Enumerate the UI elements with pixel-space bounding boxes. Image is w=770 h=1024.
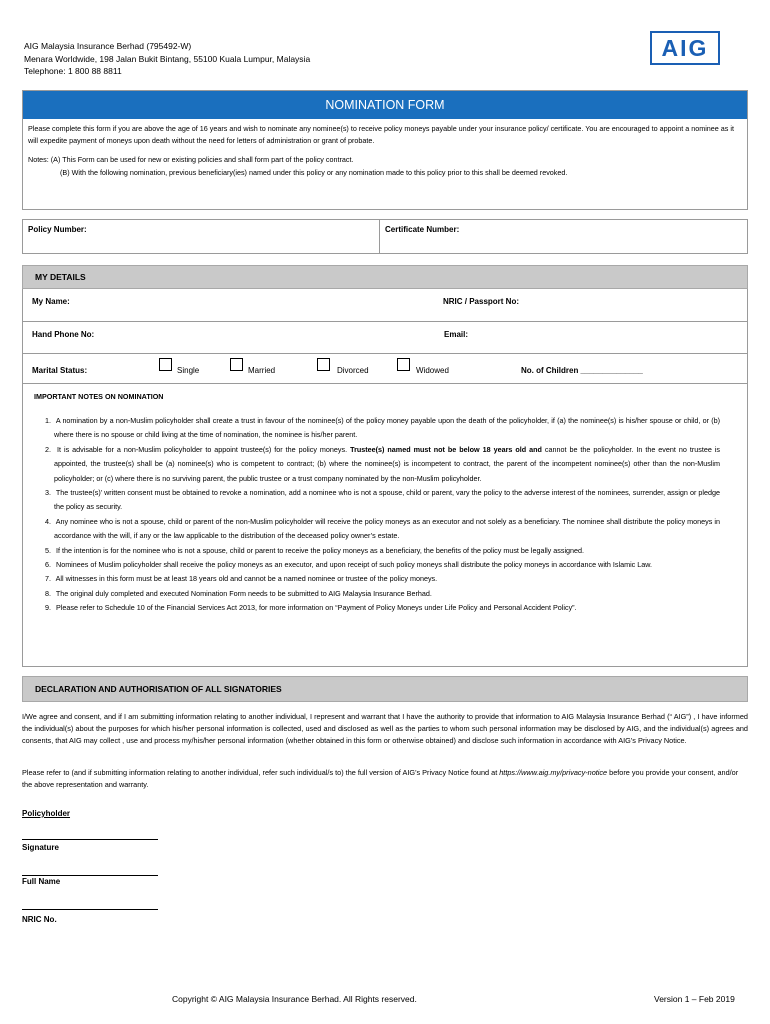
marital-status-row bbox=[22, 354, 748, 384]
my-name-label: My Name: bbox=[32, 297, 70, 306]
form-intro-box bbox=[22, 90, 748, 210]
married-checkbox[interactable] bbox=[230, 358, 243, 371]
name-row[interactable] bbox=[22, 289, 748, 322]
declaration-text: I/We agree and consent, and if I am submitting information relating to another individual, I represent and warrant that I have the authority to provide that information to AIG Malaysia Insurance Berhad (“ AIG”) , I have informed the individual(s) about the purposes for which his/her personal information is collected, used and disclosed as well as the parties to whom such personal information may be disclosed by AIG, and the individual(s) agrees and consents, that AIG may collect , use and process my/his/her personal information (whether obtained in this form or otherwise obtained) and disclose such information in accordance with AIG’s Privacy Notice. bbox=[22, 712, 748, 746]
marital-status-label: Marital Status: bbox=[32, 366, 88, 375]
email-label: Email: bbox=[444, 330, 469, 339]
list-item: 7. All witnesses in this form must be at least 18 years old and cannot be a named nominee or trustee of the policy moneys. bbox=[45, 574, 438, 584]
contact-row[interactable] bbox=[22, 322, 748, 354]
list-item: 8. The original duly completed and executed Nomination Form needs to be submitted to AIG Malaysia Insurance Berhad. bbox=[45, 588, 432, 598]
policyholder-heading: Policyholder bbox=[22, 809, 71, 818]
list-item: 4. Any nominee who is not a spouse, child or parent of the non-Muslim policyholder will receive the policy moneys as an executor and not solely as a beneficiary. The nominee shall distribute the policy moneys in accordance with the will, if any or the law applicable to the distribution of the deceased policy owner’s estate. bbox=[45, 516, 720, 541]
footer-version: Version 1 – Feb 2019 bbox=[654, 994, 735, 1004]
list-item: 3. The trustee(s)’ written consent must be obtained to revoke a nomination, add a nominee who is not a spouse, child or parent, vary the policy to the adverse interest of the nominees, surrender, assign or pledge the policy as security. bbox=[45, 488, 720, 512]
divorced-checkbox[interactable] bbox=[317, 358, 330, 371]
company-name: AIG Malaysia Insurance Berhad (795492-W) bbox=[24, 41, 192, 51]
single-option-label: Single bbox=[177, 366, 200, 375]
signature-line[interactable] bbox=[22, 839, 158, 840]
signature-label: Signature bbox=[22, 843, 59, 852]
full-name-label: Full Name bbox=[22, 877, 61, 886]
note-b: (B) With the following nomination, previous beneficiary(ies) named under this policy or any nomination made to this policy prior to this shall be deemed revoked. bbox=[60, 167, 568, 177]
important-notes-list bbox=[35, 414, 720, 616]
nric-line[interactable] bbox=[22, 909, 158, 910]
certificate-number-label: Certificate Number: bbox=[385, 225, 460, 234]
form-title: NOMINATION FORM bbox=[23, 91, 747, 119]
list-item: 5. If the intention is for the nominee who is not a spouse, child or parent to receive the policy moneys as a beneficiary, the benefits of the policy must be legally assigned. bbox=[45, 545, 585, 555]
company-street: Menara Worldwide, 198 Jalan Bukit Bintang, 55100 Kuala Lumpur, Malaysia bbox=[24, 53, 311, 64]
number-of-children-field[interactable]: No. of Children ______________ bbox=[521, 366, 643, 375]
policy-number-label: Policy Number: bbox=[28, 225, 87, 234]
single-checkbox[interactable] bbox=[159, 358, 172, 371]
policy-number-box bbox=[22, 219, 748, 254]
privacy-notice-text: Please refer to (and if submitting information relating to another individual, refer such individual/s to) the full version of AIG’s Privacy Notice found at https://www.aig.my/privacy-notice before you provide your consent, and/or the above representation and warranty. bbox=[22, 768, 739, 790]
nric-passport-label: NRIC / Passport No: bbox=[443, 297, 520, 306]
list-item: 2. It is advisable for a non-Muslim policyholder to appoint trustee(s) for the policy moneys. Trustee(s) named must not be below 18 years old and cannot be the policyholder. In the event no trustee is appointed, the trustee(s) shall be (a) nominee(s) who is competent to contract; (b) where the nominee(s) is incompetent to contract, the parent of the incompetent nominee(s) other than the non-Muslim policyholder; or (c) where there is no surviving parent, the public trustee or a trust company nominated by the non-Muslim policyholder. bbox=[45, 444, 721, 483]
footer-copyright: Copyright © AIG Malaysia Insurance Berhad. All Rights reserved. bbox=[172, 994, 417, 1004]
important-notes-heading: IMPORTANT NOTES ON NOMINATION bbox=[34, 392, 164, 401]
widowed-checkbox[interactable] bbox=[397, 358, 410, 371]
list-item: 9. Please refer to Schedule 10 of the Financial Services Act 2013, for more information on “Payment of Policy Moneys under Life Policy and Personal Accident Policy”. bbox=[45, 603, 577, 613]
list-item: 6. Nominees of Muslim policyholder shall receive the policy moneys as an executor, and upon receipt of such policy moneys shall distribute the policy moneys in accordance with Islamic Law. bbox=[45, 560, 653, 570]
policy-number-field[interactable] bbox=[23, 220, 380, 253]
hand-phone-label: Hand Phone No: bbox=[32, 330, 95, 339]
form-notes bbox=[23, 146, 747, 179]
widowed-option-label: Widowed bbox=[416, 366, 449, 375]
certificate-number-field[interactable] bbox=[380, 220, 464, 253]
declaration-heading: DECLARATION AND AUTHORISATION OF ALL SIGNATORIES bbox=[22, 676, 748, 702]
nric-label: NRIC No. bbox=[22, 915, 57, 924]
aig-logo: AIG bbox=[650, 31, 720, 65]
company-address bbox=[24, 40, 310, 78]
full-name-line[interactable] bbox=[22, 875, 158, 876]
company-phone: Telephone: 1 800 88 8811 bbox=[24, 66, 122, 76]
my-details-heading: MY DETAILS bbox=[22, 265, 748, 289]
list-item: 1. A nomination by a non-Muslim policyholder shall create a trust in favour of the nominee(s) of the policy money payable upon the death of the policyholder, if (a) the nominee(s) is his/her spouse or child, or (b) where there is no spouse or child living at the time of nomination, the nominee is his/her parent. bbox=[45, 416, 721, 440]
form-intro-text: Please complete this form if you are above the age of 16 years and wish to nominate any nominee(s) to receive policy moneys payable under your insurance policy/ certificate. You are encouraged to appoint a nominee as it will expedite payment of moneys upon death without the need for letters of administration or grant of probate. bbox=[28, 124, 734, 145]
privacy-notice-link[interactable]: https://www.aig.my/privacy-notice bbox=[499, 768, 608, 777]
divorced-option-label: Divorced bbox=[337, 366, 369, 375]
important-notes-box bbox=[22, 384, 748, 667]
married-option-label: Married bbox=[248, 366, 276, 375]
note-a: Notes: (A) This Form can be used for new or existing policies and shall form part of the policy contract. bbox=[28, 155, 354, 164]
